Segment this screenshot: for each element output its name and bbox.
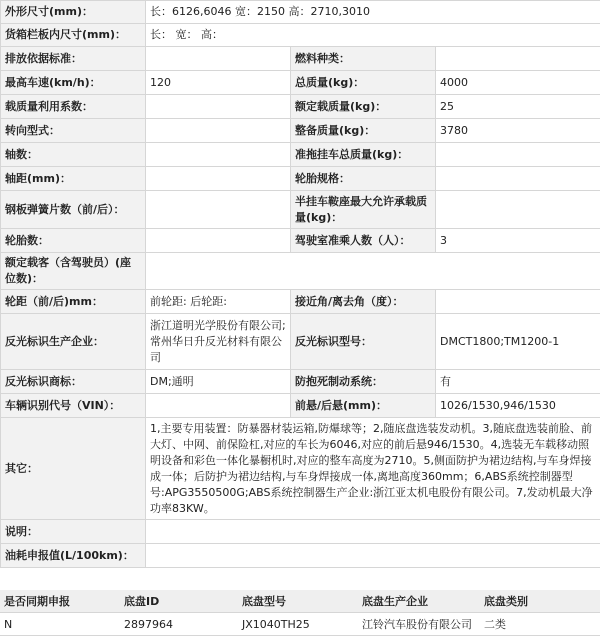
saddle-label: 半挂车鞍座最大允许承载质量(kg)： (291, 191, 436, 229)
note-label: 说明： (1, 520, 146, 544)
approach-label: 接近角/离去角（度）： (291, 290, 436, 314)
fuel-label: 燃料种类： (291, 47, 436, 71)
reflect-model-value: DMCT1800;TM1200-1 (436, 314, 600, 370)
emission-label: 排放依据标准： (1, 47, 146, 71)
dims-value: 长：6126,6046 宽：2150 高：2710,3010 (146, 1, 600, 24)
trailer-label: 准拖挂车总质量(kg)： (291, 143, 436, 167)
spec-row-reflect (1, 314, 600, 370)
vin-label: 车辆识别代号（VIN）： (1, 394, 146, 418)
tires-value (146, 229, 291, 253)
chassis-header-category: 底盘类别 (480, 590, 600, 613)
trailer-value (436, 143, 600, 167)
chassis-category-cell: 二类 (480, 613, 600, 636)
spec-row-speed (1, 71, 600, 95)
spec-row-load (1, 95, 600, 119)
chassis-table (0, 590, 600, 636)
reflect-brand-value: DM;通明 (146, 370, 291, 394)
note-value (146, 520, 600, 544)
spec-row-track (1, 290, 600, 314)
saddle-value (436, 191, 600, 229)
fuel-value (436, 47, 600, 71)
approach-value (436, 290, 600, 314)
chassis-model-cell: JX1040TH25 (238, 613, 358, 636)
abs-value: 有 (436, 370, 600, 394)
other-label: 其它： (1, 418, 146, 520)
emission-value (146, 47, 291, 71)
reflect-brand-label: 反光标识商标： (1, 370, 146, 394)
curbmass-value: 3780 (436, 119, 600, 143)
axles-label: 轴数： (1, 143, 146, 167)
maxspeed-label: 最高车速(km/h)： (1, 71, 146, 95)
spec-row-emission (1, 47, 600, 71)
wheelbase-label: 轴距(mm)： (1, 167, 146, 191)
chassis-header-sync: 是否同期申报 (0, 590, 120, 613)
tires-label: 轮胎数： (1, 229, 146, 253)
fuelcons-label: 油耗申报值(L/100km)： (1, 544, 146, 568)
spec-row-brand (1, 370, 600, 394)
fuelcons-value (146, 544, 600, 568)
other-value: 1,主要专用装置：防暴器材装运箱,防爆球等；2,随底盘选装发动机。3,随底盘选装前脸、前大灯、中网、前保险杠,对应的车长为6046,对应的前后悬946/1530。4,选装无车载移动照明设备和彩色一体化暴橱机时,对应的整车高度为2710。5,侧面防护为裙边结构,与车身焊接成一体；后防护为裙边结构,与车身焊接成一体,离地高度360mm；6,ABS系统控制器型号:APG3550500G;ABS系统控制器生产企业:浙江亚太机电股份有限公司。7,发动机最大净功率83KW。 (146, 418, 600, 520)
steering-label: 转向型式： (1, 119, 146, 143)
passengers-label: 额定载客（含驾驶员）(座位数)： (1, 253, 146, 290)
spec-row-tires (1, 229, 600, 253)
spec-row-other (1, 418, 600, 520)
springs-value (146, 191, 291, 229)
chassis-header-model: 底盘型号 (238, 590, 358, 613)
spec-row-steering (1, 119, 600, 143)
passengers-value (146, 253, 600, 290)
chassis-id-cell: 2897964 (120, 613, 238, 636)
chassis-maker-cell: 江铃汽车股份有限公司 (358, 613, 480, 636)
reflect-model-label: 反光标识型号： (291, 314, 436, 370)
springs-label: 钢板弹簧片数（前/后）： (1, 191, 146, 229)
spec-row-cargo (1, 24, 600, 47)
dims-label: 外形尺寸(mm)： (1, 1, 146, 24)
axles-value (146, 143, 291, 167)
spec-row-dims (1, 1, 600, 24)
cargo-label: 货箱栏板内尺寸(mm)： (1, 24, 146, 47)
spec-row-axles (1, 143, 600, 167)
steering-value (146, 119, 291, 143)
overhang-value: 1026/1530,946/1530 (436, 394, 600, 418)
spec-row-note (1, 520, 600, 544)
loadutil-label: 载质量利用系数： (1, 95, 146, 119)
track-value: 前轮距: 后轮距: (146, 290, 291, 314)
cargo-value: 长： 宽： 高： (146, 24, 600, 47)
vin-value (146, 394, 291, 418)
spec-row-fuelcons (1, 544, 600, 568)
spec-row-wheelbase (1, 167, 600, 191)
maxspeed-value: 120 (146, 71, 291, 95)
ratedload-label: 额定载质量(kg)： (291, 95, 436, 119)
totalmass-value: 4000 (436, 71, 600, 95)
abs-label: 防抱死制动系统： (291, 370, 436, 394)
loadutil-value (146, 95, 291, 119)
spec-row-vin (1, 394, 600, 418)
overhang-label: 前悬/后悬(mm)： (291, 394, 436, 418)
curbmass-label: 整备质量(kg)： (291, 119, 436, 143)
reflect-maker-value: 浙江道明光学股份有限公司;常州华日升反光材料有限公司 (146, 314, 291, 370)
track-label: 轮距（前/后)mm： (1, 290, 146, 314)
cab-label: 驾驶室准乘人数（人）： (291, 229, 436, 253)
spec-row-passengers (1, 253, 600, 290)
ratedload-value: 25 (436, 95, 600, 119)
spec-row-springs (1, 191, 600, 229)
cab-value: 3 (436, 229, 600, 253)
table-row (0, 613, 600, 636)
chassis-header-id: 底盘ID (120, 590, 238, 613)
chassis-header-row (0, 590, 600, 613)
tire-label: 轮胎规格： (291, 167, 436, 191)
reflect-maker-label: 反光标识生产企业： (1, 314, 146, 370)
tire-value (436, 167, 600, 191)
chassis-sync-cell: N (0, 613, 120, 636)
totalmass-label: 总质量(kg)： (291, 71, 436, 95)
chassis-header-maker: 底盘生产企业 (358, 590, 480, 613)
wheelbase-value (146, 167, 291, 191)
